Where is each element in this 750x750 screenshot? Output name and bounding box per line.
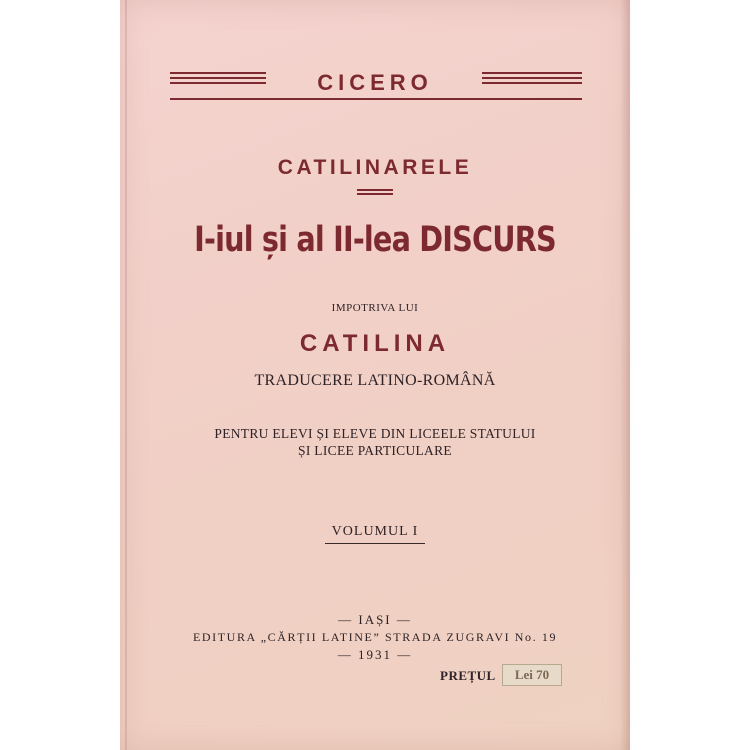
publication-year: — 1931 — [337, 647, 413, 662]
price-label: PREȚUL [440, 668, 496, 683]
main-title: I-iul și al II-lea DISCURS [194, 220, 556, 260]
volume-label: VOLUMUL I [331, 524, 419, 539]
subject-name: CATILINA [299, 330, 451, 357]
price-stamp: Lei 70 [502, 664, 562, 686]
audience-line-2: ȘI LICEE PARTICULARE [298, 443, 452, 458]
author-name: CICERO [317, 70, 433, 95]
publisher-city: — IAȘI — [338, 612, 412, 627]
against-label: IMPOTRIVA LUI [331, 302, 419, 314]
audience-line-1: PENTRU ELEVI ȘI ELEVE DIN LICEELE STATULUI [214, 426, 536, 441]
publisher-info: EDITURA „CĂRȚII LATINE” STRADA ZUGRAVI No. 19 [192, 630, 558, 644]
volume-underline [325, 543, 425, 544]
series-title: CATILINARELE [277, 156, 473, 179]
translation-note: TRADUCERE LATINO-ROMÂNĂ [254, 372, 496, 389]
book-cover [120, 0, 630, 750]
